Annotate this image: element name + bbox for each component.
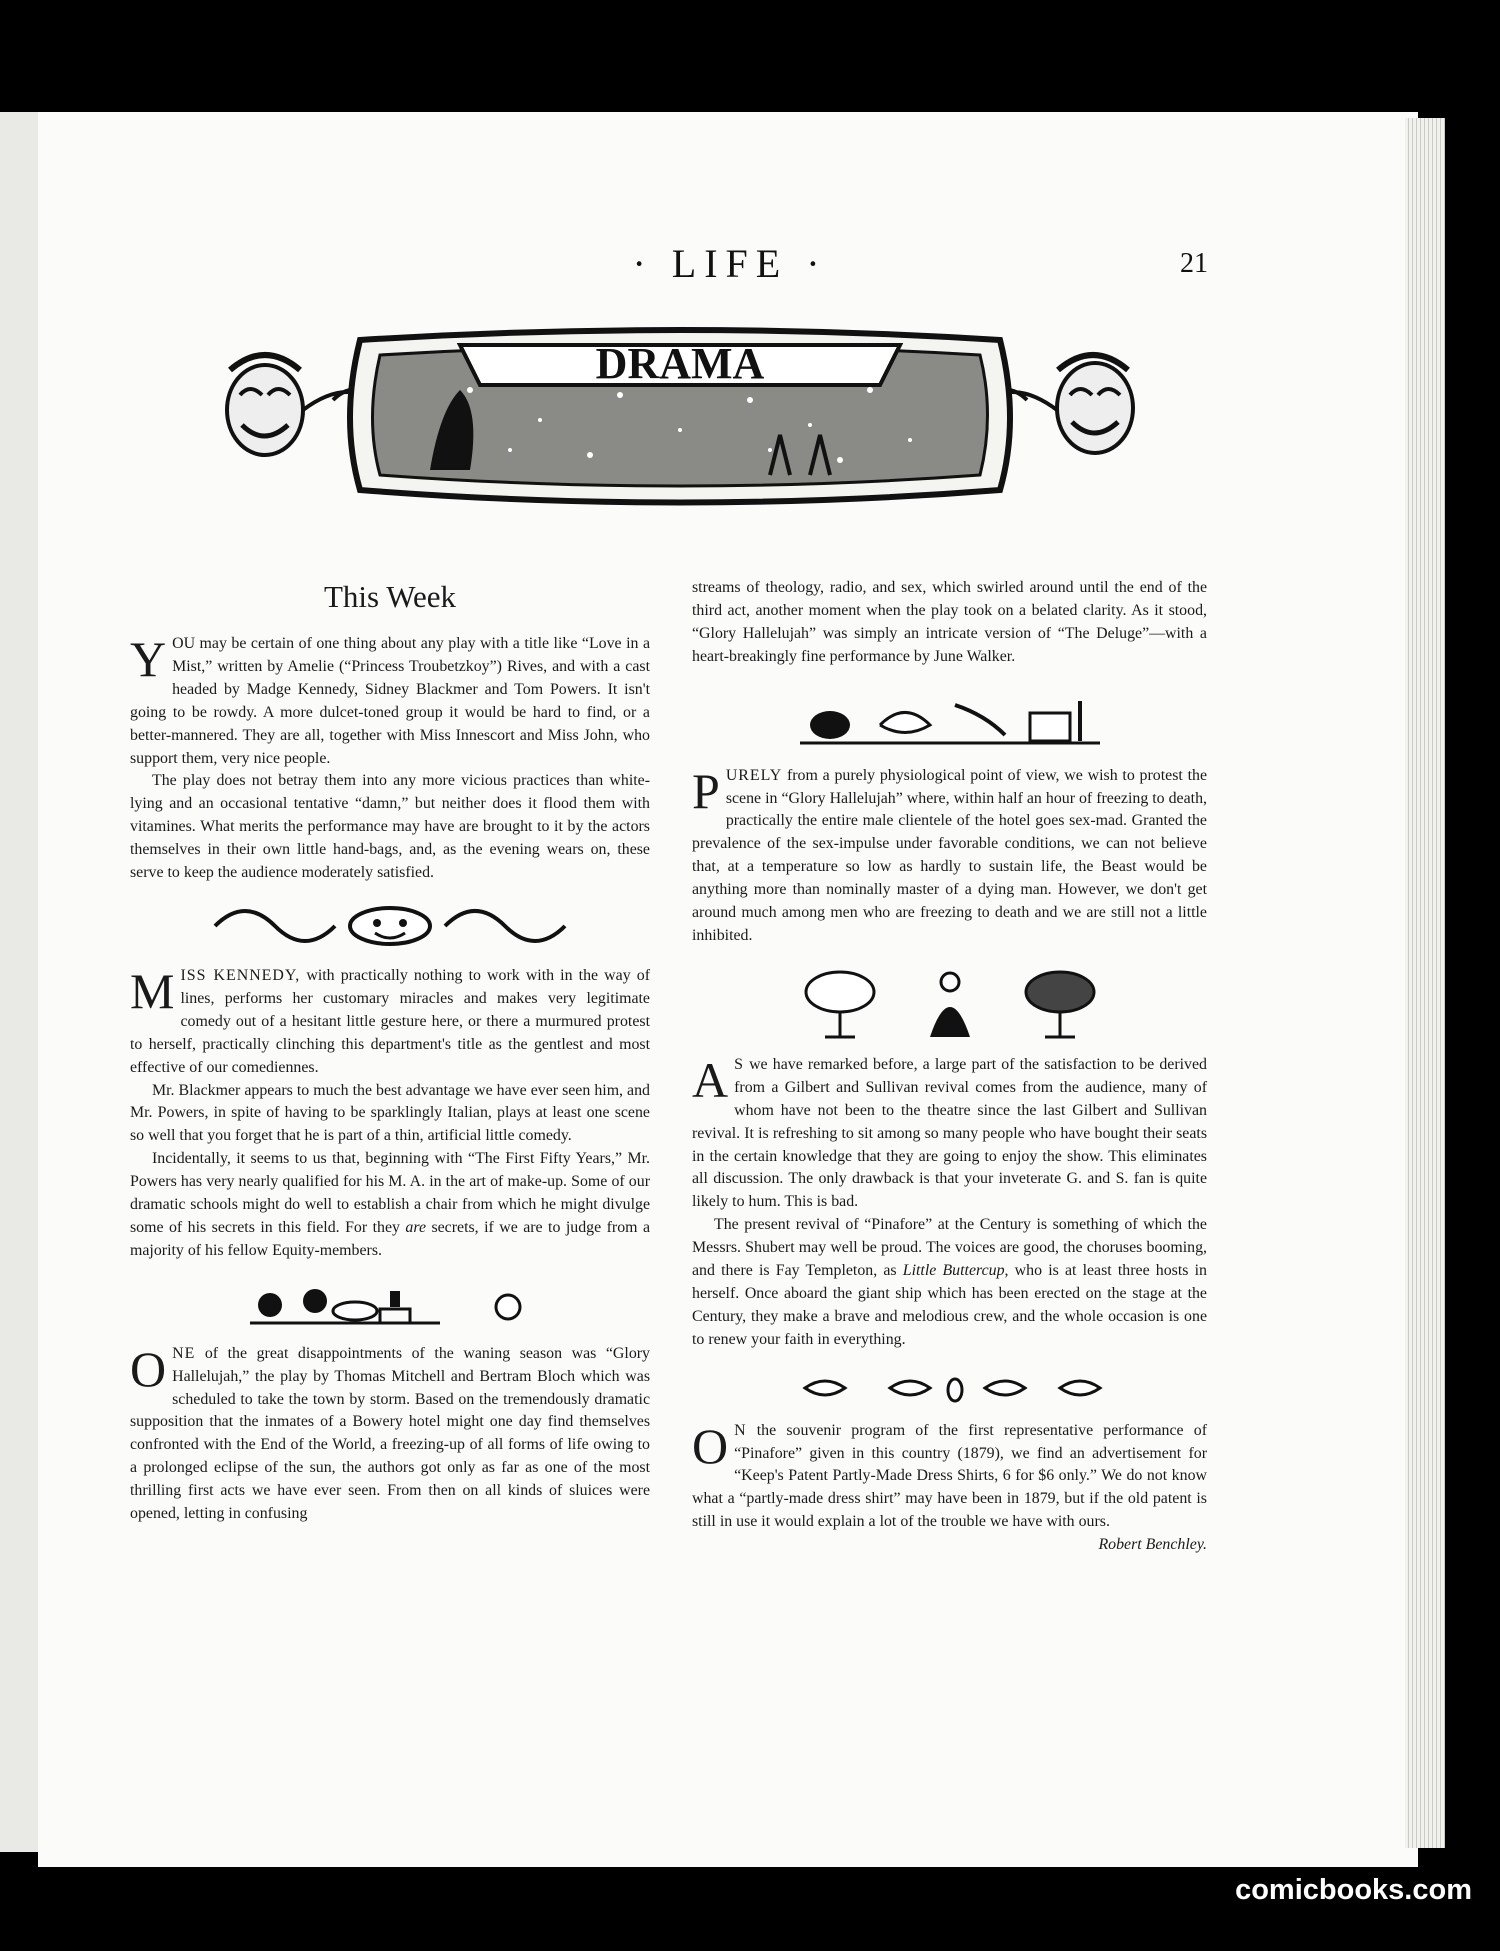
drop-cap: A [692,1051,729,1108]
paragraph-9: A S we have remarked before, a large part of the satisfaction to be derived from a Gilbert and Sullivan revival comes from the audience, many of whom have not been to the theatre since the last Gilbert and Sullivan revival. It is refreshing to sit among so many people who have bought their seats in the certain knowledge that they are going to enjoy the show. This eliminates all discussion. The only drawback is that your inveterate G. and S. fan is quite likely to hum. This is bad. [692,1051,1207,1211]
paragraph-11: O N the souvenir program of the first representative performance of “Pinafore” given in this country (1879), we find an advertisement for “Keep's Patent Partly-Made Dress Shirts, 6 for $6 only.” We do not know what a “partly-made dress shirt” may have been in 1879, but if the old patent is still in use it would explain a lot of the trouble we have with ours. Robert Benchley. [692,1420,1207,1535]
left-page-edge [0,112,40,1852]
paragraph-6: ONE of the great disappointments of the waning season was “Glory Hallelujah,” the play by Thomas Mitchell and Bertram Bloch which was scheduled to take the town by storm. Based on the tremendously dramatic supposition that the inmates of a Bowery hotel might one day find themselves confronted with the End of the World, a freezing-up of all forms of life owing to a prolonged eclipse of the sun, the authors got only as far as one of the most thrilling first acts we have ever seen. From then on all kinds of sluices were opened, letting in confusing [130,1340,650,1523]
paragraph-2: The play does not betray them into any more vicious practices than white-lying and an occasional tentative “damn,” but neither does it flood them with vitamines. What merits the performance may have are brought to it by the actors themselves in their own little hand-bags, and, as the evening wears on, these serve to keep the audience moderately satisfied. [130,772,650,882]
watermark: comicbooks.com [1235,1874,1472,1906]
banner-title: DRAMA [595,339,765,388]
right-column [692,577,1207,1557]
left-column [130,575,650,1526]
leaves-ornament [785,1368,1115,1408]
figures-ornament [240,1277,540,1331]
paragraph-5: Incidentally, it seems to us that, beginning with “The First Fifty Years,” Mr. Powers has very nearly qualified for his M. A. in the art of make-up. Some of our dramatic schools might do well to establish a chair from which he might divulge some of his secrets in this field. For they are secrets, if we are to judge from a majority of his fellow Equity-members. [130,1150,650,1259]
paragraph-1: YOU may be certain of one thing about any play with a title like “Love in a Mist,” written by Amelie (“Princess Troubetzkoy”) Rives, and with a cast headed by Madge Kennedy, Sidney Blackmer and Tom Powers. It isn't going to be rowdy. A more dulcet-toned group it would be hard to find, or a better-mannered. They are all, together with Miss Innescort and Miss John, who support them, very nice people. [130,631,650,767]
drop-cap: Y [130,631,167,687]
drop-cap: M [130,962,175,1019]
paragraph-7: streams of theology, radio, and sex, which swirled around until the end of the third act, another moment when the play took on a belated clarity. As it stood, “Glory Hallelujah” was simply an intricate version of “The Deluge”—with a heart-breakingly fine performance by June Walker. [692,579,1207,665]
article-title: This Week [323,579,457,614]
ladies-ornament [790,962,1110,1042]
paragraph-10: The present revival of “Pinafore” at the Century is something of which the Messrs. Shubert may well be proud. The voices are good, the choruses booming, and there is Fay Templeton, as Little Buttercup, who is at least three hosts in herself. Once aboard the giant ship which has been erected on the stage at the Century, they make a brave and melodious crew, and the whole occasion is one to renew your faith in everything. [692,1216,1207,1348]
masthead: · LIFE · [632,241,828,286]
page-number: 21 [1180,248,1208,279]
drop-cap: O [692,1417,729,1474]
drop-cap: P [692,762,720,819]
drama-banner-illustration [210,300,1160,520]
scroll-ornament [205,903,575,949]
author-signature: Robert Benchley. [1098,1536,1207,1554]
page-stack-edge [1405,118,1445,1848]
paragraph-3: MISS KENNEDY, with practically nothing to work with in the way of lines, performs her customary miracles and makes very legitimate comedy out of a hesitant little gesture here, or there a murmured protest to herself, practically clinching this department's title as the gentlest and most effective of our comediennes. [130,962,650,1076]
paragraph-8: PURELY from a purely physiological point of view, we wish to protest the scene in “Glory Hallelujah” where, within half an hour of freezing to death, practically the entire male clientele of the hotel goes sex-mad. Granted the prevalence of the sex-impulse under favorable conditions, we can not believe that, at a temperature so low as hardly to sustain life, the Beast would be anything more than nominally master of a dying man. However, we don't get around much among men who are freezing to death and we are still not a little inhibited. [692,762,1207,944]
cartoon-ornament [790,685,1110,751]
paragraph-4: Mr. Blackmer appears to much the best advantage we have ever seen him, and Mr. Powers, in spite of having to be sparklingly Italian, plays at least one scene so well that you forget that he is part of a thin, artificial little comedy. [130,1081,650,1145]
drop-cap: O [130,1340,167,1397]
